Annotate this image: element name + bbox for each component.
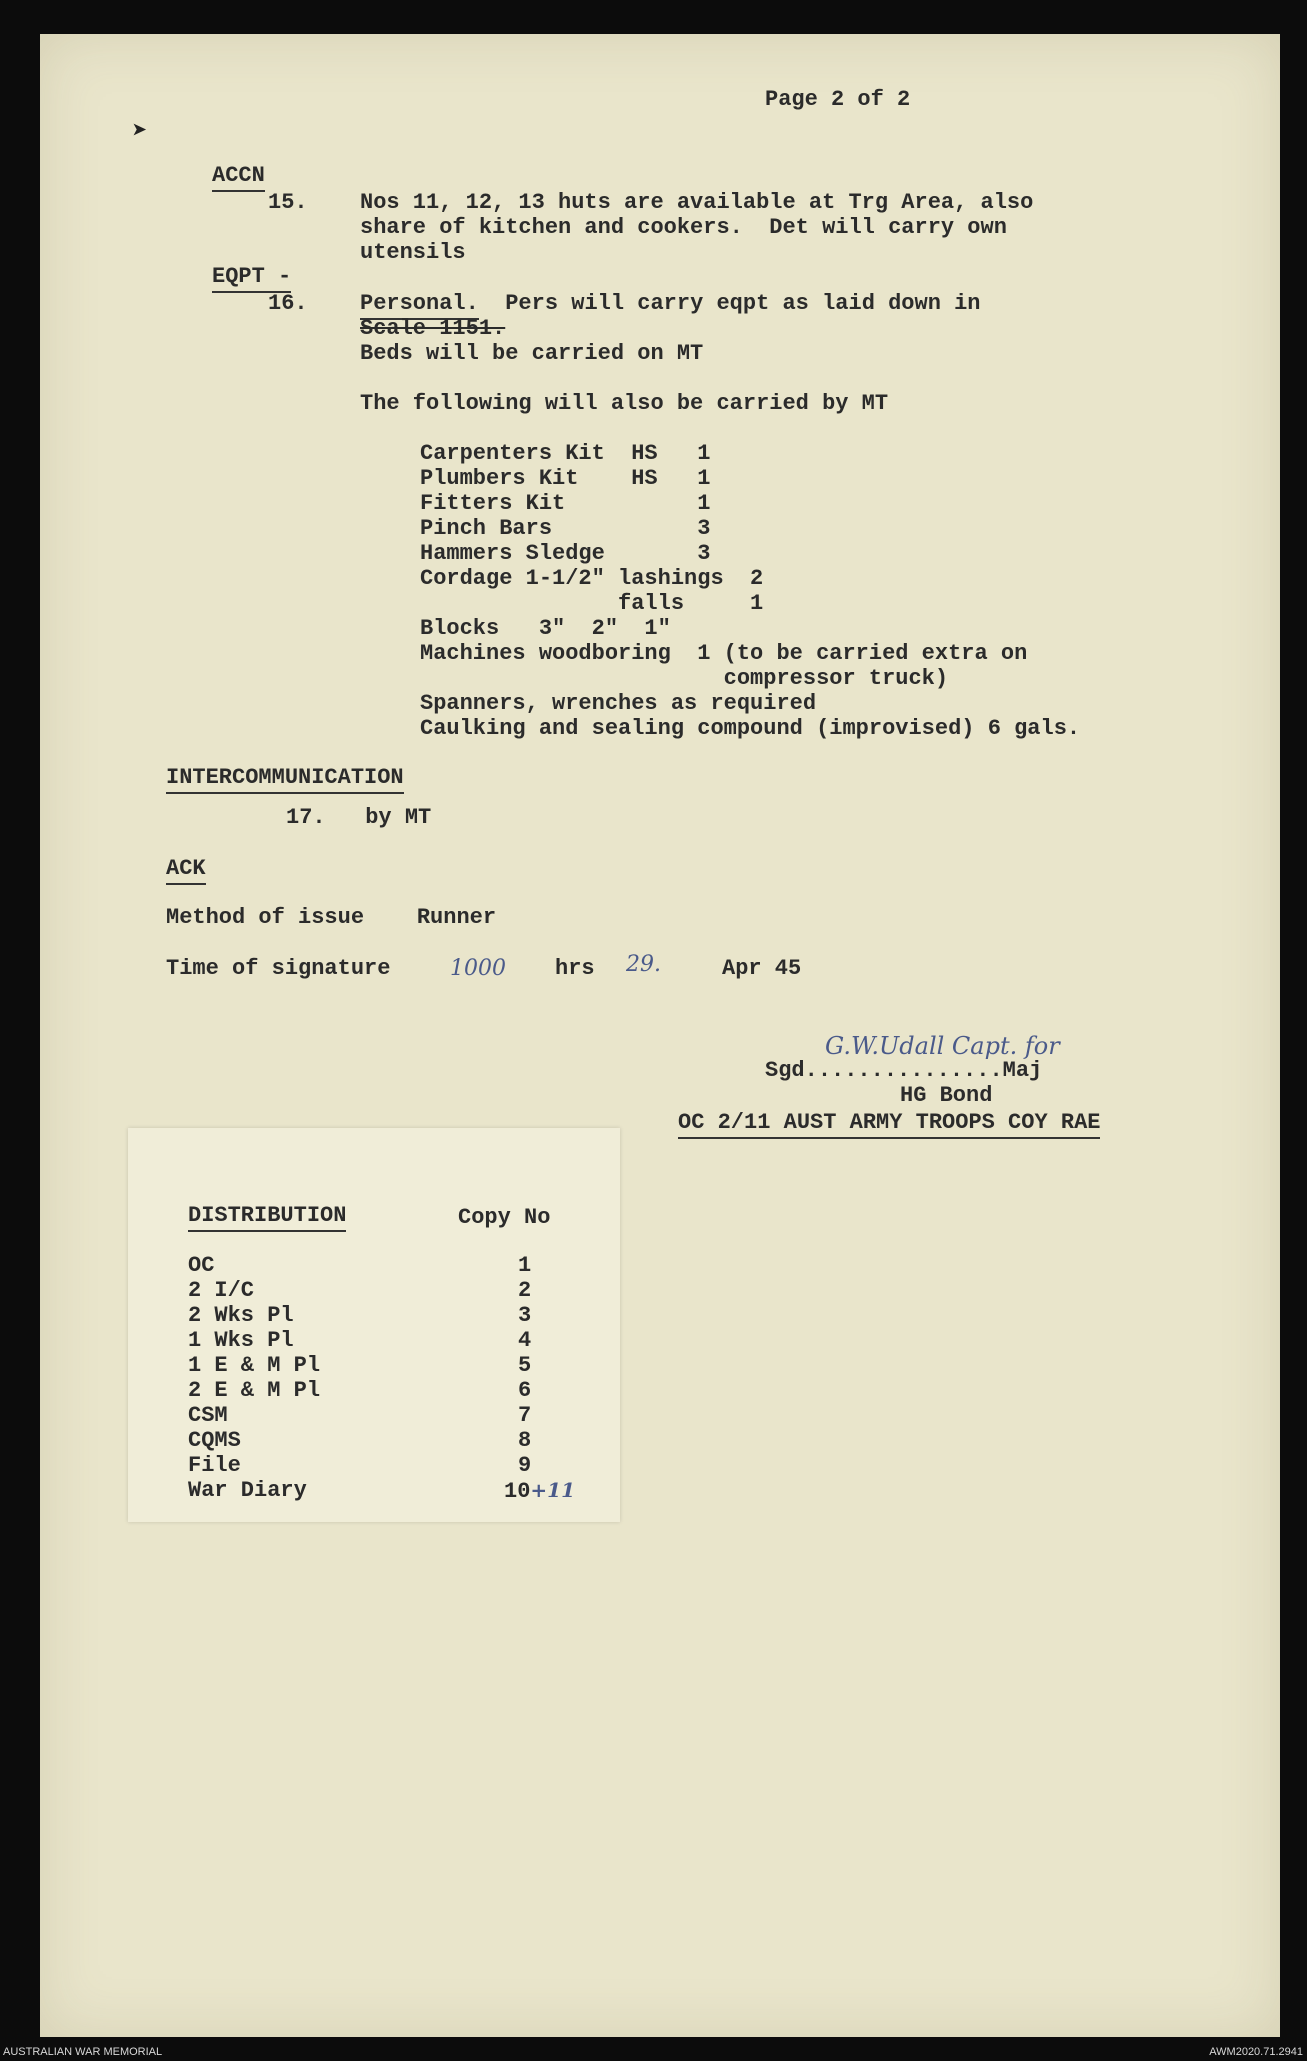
distribution-row-to: OC	[188, 1253, 215, 1278]
eqpt-item: Carpenters Kit HS 1	[420, 441, 711, 466]
eqpt-item: Machines woodboring 1 (to be carried extra on	[420, 641, 1028, 666]
distribution-row-copy	[504, 1478, 575, 1504]
copy-no-heading: Copy No	[458, 1205, 551, 1230]
distribution-row-copy: 8	[518, 1428, 532, 1453]
eqpt-item: Pinch Bars 3	[420, 516, 711, 541]
distribution-row-copy: 7	[518, 1403, 532, 1428]
eqpt-item: Spanners, wrenches as required	[420, 691, 817, 716]
hrs-label: hrs	[555, 956, 595, 981]
page-label: Page 2 of 2	[765, 87, 911, 112]
distribution-row-copy: 5	[518, 1353, 532, 1378]
eqpt-item: Blocks 3" 2" 1"	[420, 616, 671, 641]
handwritten-date: 29.	[626, 952, 661, 977]
eqpt-line-3: Beds will be carried on MT	[360, 341, 704, 366]
month-label: Apr 45	[722, 956, 802, 981]
method-of-issue: Method of issue Runner	[166, 905, 497, 930]
distribution-row-copy: 6	[518, 1378, 532, 1403]
footer-archive-name: AUSTRALIAN WAR MEMORIAL	[3, 2046, 163, 2058]
personal-label: Personal.	[360, 291, 479, 320]
eqpt-item: compressor truck)	[420, 666, 949, 691]
distribution-row-to: War Diary	[188, 1478, 307, 1503]
eqpt-heading: EQPT -	[212, 264, 291, 293]
personal-rest: Pers will carry eqpt as laid down in	[478, 291, 981, 316]
eqpt-item: Fitters Kit 1	[420, 491, 711, 516]
eqpt-item: Caulking and sealing compound (improvised) 6 gals.	[420, 716, 1081, 741]
accn-line-3: utensils	[360, 240, 466, 265]
handwritten-time: 1000	[450, 956, 506, 981]
handwritten-extra-copy: +11	[530, 1478, 575, 1502]
distribution-row-to: CSM	[188, 1403, 228, 1428]
eqpt-item: Hammers Sledge 3	[420, 541, 711, 566]
distribution-row-to: 1 Wks Pl	[188, 1328, 294, 1353]
distribution-row-copy: 9	[518, 1453, 532, 1478]
eqpt-line-2: Scale 1151.	[360, 316, 506, 341]
accn-line-2: share of kitchen and cookers. Det will carry own	[360, 215, 1007, 240]
distribution-row-to: CQMS	[188, 1428, 241, 1453]
distribution-row-to: 2 I/C	[188, 1278, 255, 1303]
eqpt-item: falls 1	[420, 591, 764, 616]
distribution-row-copy: 4	[518, 1328, 532, 1353]
sgd-text: Sgd.	[765, 1058, 818, 1083]
eqpt-item: Plumbers Kit HS 1	[420, 466, 711, 491]
signatory-name: HG Bond	[900, 1083, 993, 1108]
time-of-signature-label: Time of signature	[166, 956, 391, 981]
distribution-row-copy: 1	[518, 1253, 532, 1278]
distribution-row-to: 2 E & M Pl	[188, 1378, 321, 1403]
eqpt-item: Cordage 1-1/2" lashings 2	[420, 566, 764, 591]
accn-heading: ACCN	[212, 163, 265, 192]
rank-text: Maj	[1002, 1058, 1043, 1083]
intercomm-line: 17. by MT	[286, 805, 432, 830]
punch-mark-icon: ➤	[132, 117, 148, 147]
eqpt-number: 16.	[268, 291, 308, 316]
handwritten-signature: G.W.Udall Capt. for	[825, 1032, 1060, 1060]
unit-name: OC 2/11 AUST ARMY TROOPS COY RAE	[678, 1110, 1100, 1139]
document-page	[40, 34, 1280, 2037]
distribution-row-copy: 3	[518, 1303, 532, 1328]
eqpt-intro: The following will also be carried by MT	[360, 391, 889, 416]
accn-number: 15.	[268, 190, 308, 215]
distribution-heading: DISTRIBUTION	[188, 1203, 346, 1232]
copy-number: 10	[504, 1479, 531, 1504]
footer-accession-id: AWM2020.71.2941	[1209, 2046, 1303, 2058]
eqpt-line-1	[360, 291, 981, 316]
distribution-row-to: 1 E & M Pl	[188, 1353, 321, 1378]
distribution-row-copy: 2	[518, 1278, 532, 1303]
intercomm-heading: INTERCOMMUNICATION	[166, 765, 404, 794]
ack-heading: ACK	[166, 856, 206, 885]
distribution-row-to: 2 Wks Pl	[188, 1303, 294, 1328]
accn-line-1: Nos 11, 12, 13 huts are available at Trg Area, also	[360, 190, 1034, 215]
sgd-label	[765, 1058, 1042, 1083]
distribution-row-to: File	[188, 1453, 241, 1478]
signature-dots: ..............	[817, 1058, 1003, 1083]
